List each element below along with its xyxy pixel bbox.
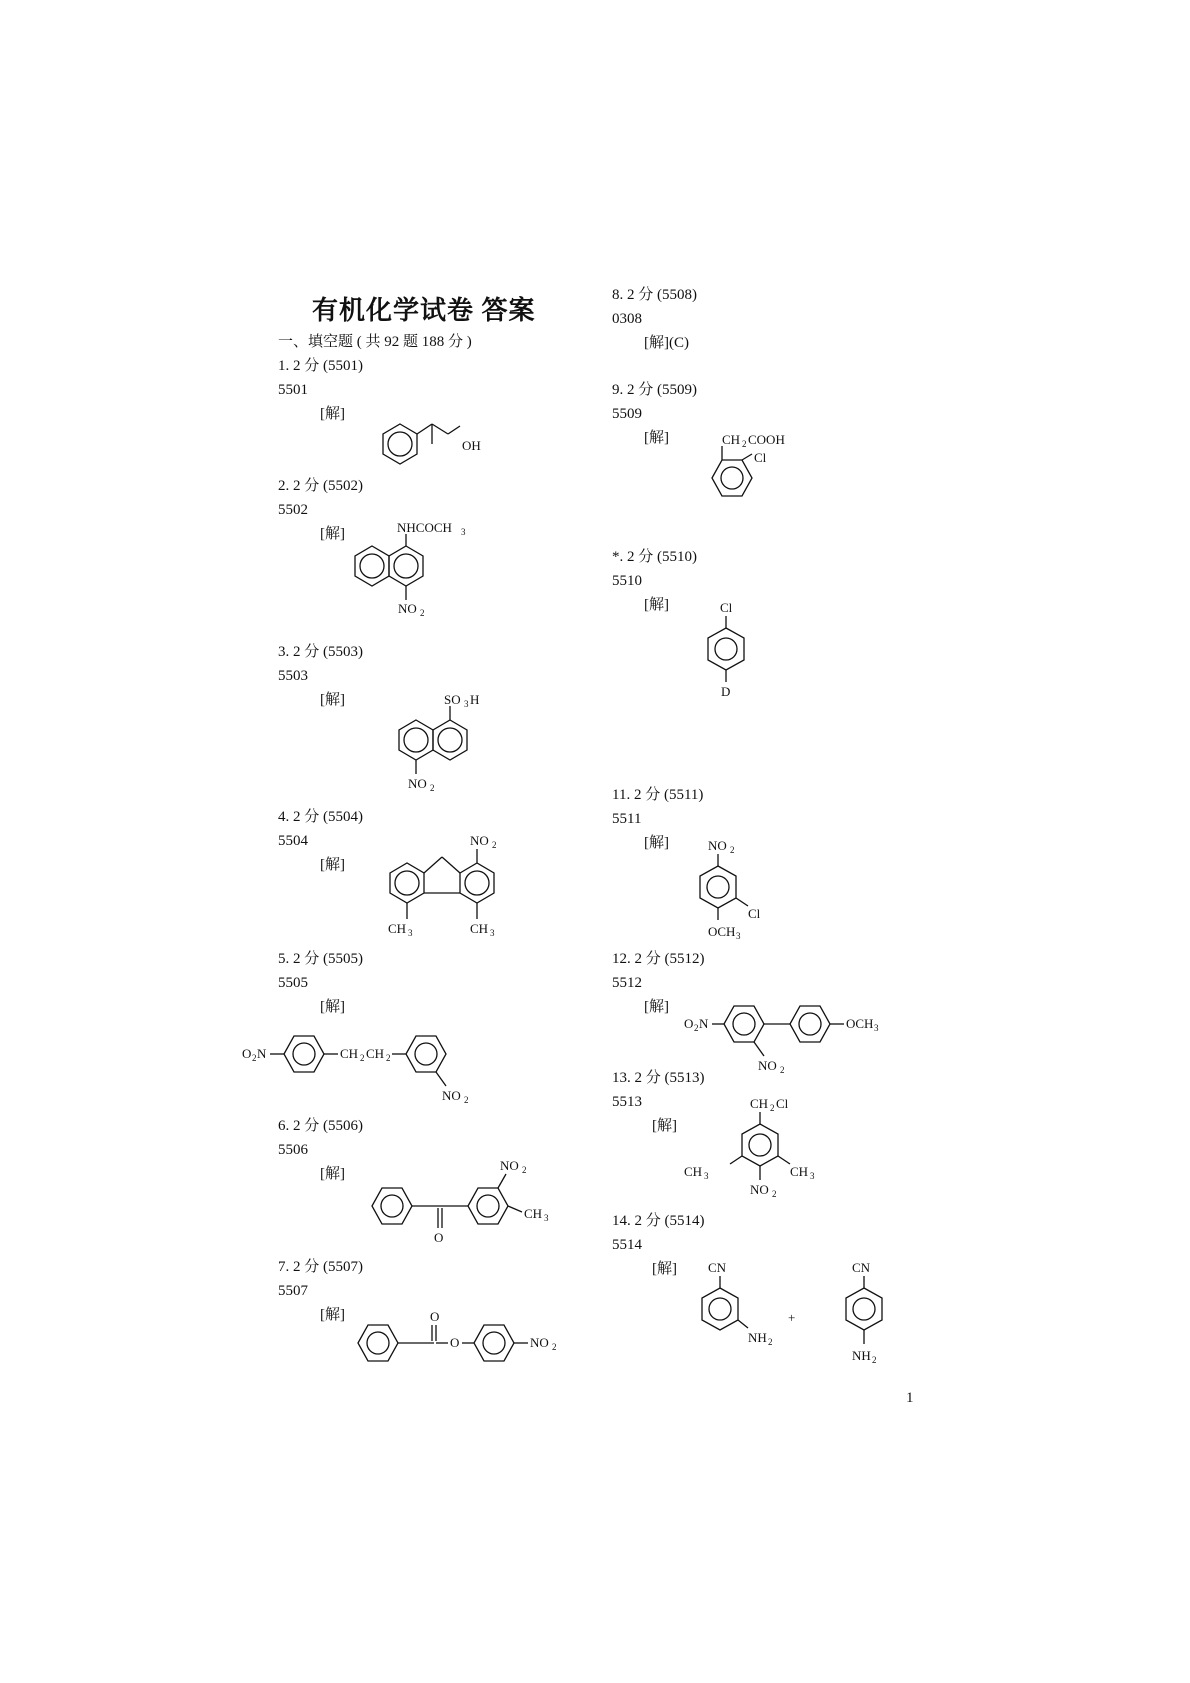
label-o: O (434, 1230, 444, 1245)
svg-text:3: 3 (704, 1171, 709, 1181)
question-6-code: 5506 (278, 1142, 308, 1158)
question-7-code: 5507 (278, 1283, 308, 1299)
question-3-answer-label: [解] (320, 692, 345, 708)
svg-text:2: 2 (872, 1355, 877, 1365)
question-10-code: 5510 (612, 573, 642, 589)
question-12-code: 5512 (612, 975, 642, 991)
svg-text:2: 2 (464, 1095, 469, 1105)
svg-text:3: 3 (810, 1171, 815, 1181)
structure-q1-2-phenylpropanol (360, 412, 520, 477)
label-o2n: O (684, 1016, 694, 1031)
label-no2: NO (500, 1158, 519, 1173)
label-plus: + (788, 1310, 796, 1325)
label-no2: NO (398, 601, 417, 616)
svg-text:N: N (257, 1046, 267, 1061)
label-o2n: O (242, 1046, 252, 1061)
page-title: 有机化学试卷 答案 (312, 296, 536, 325)
question-13-header: 13. 2 分 (5513) (612, 1070, 705, 1086)
svg-text:2: 2 (552, 1342, 557, 1352)
label-so3h: SO (444, 692, 461, 707)
label-cn: CN (708, 1260, 727, 1275)
question-11-answer-label: [解] (644, 835, 669, 851)
label-nh2: NH (748, 1330, 767, 1345)
question-1-header: 1. 2 分 (5501) (278, 358, 363, 374)
svg-text:2: 2 (772, 1189, 777, 1199)
svg-text:N: N (699, 1016, 709, 1031)
label-ch2ch2: CH (340, 1046, 359, 1061)
label-o: O (450, 1335, 460, 1350)
question-9-answer-label: [解] (644, 430, 669, 446)
label-ch3: CH (684, 1164, 703, 1179)
structure-q12-methoxy-dinitrobiphenyl (684, 990, 924, 1080)
structure-q11-chloro-nitroanisole (680, 836, 800, 956)
label-ch2cooh: CH (722, 432, 741, 447)
svg-text:2: 2 (730, 845, 735, 855)
question-5-code: 5505 (278, 975, 308, 991)
structure-q3-nitronaphthalenesulfonic-acid (370, 690, 520, 820)
svg-text:2: 2 (492, 840, 497, 850)
svg-text:3: 3 (490, 928, 495, 938)
label-nhcoch3: NHCOCH (397, 520, 452, 535)
label-cn: CN (852, 1260, 871, 1275)
question-8-header: 8. 2 分 (5508) (612, 287, 697, 303)
svg-text:2: 2 (420, 608, 425, 618)
question-6-answer-label: [解] (320, 1166, 345, 1182)
question-12-header: 12. 2 分 (5512) (612, 951, 705, 967)
label-och3: OCH (846, 1016, 874, 1031)
structure-q7-4-nitrophenyl-benzoate (356, 1305, 596, 1375)
structure-q2-nitronaphthyl-acetamide (330, 520, 490, 640)
question-2-header: 2. 2 分 (5502) (278, 478, 363, 494)
question-7-header: 7. 2 分 (5507) (278, 1259, 363, 1275)
svg-text:2: 2 (694, 1023, 699, 1033)
question-11-header: 11. 2 分 (5511) (612, 787, 704, 803)
svg-text:2: 2 (742, 439, 747, 449)
section-heading: 一、填空题 ( 共 92 题 188 分 ) (278, 334, 472, 350)
label-d: D (721, 684, 731, 699)
svg-text:3: 3 (461, 527, 466, 537)
question-4-code: 5504 (278, 833, 308, 849)
structure-q14-aminobenzonitriles (680, 1258, 900, 1388)
svg-text:3: 3 (736, 931, 741, 941)
structure-q9-chlorophenylacetic-acid (690, 428, 820, 528)
structure-q6-methyl-nitrobenzophenone (370, 1152, 570, 1262)
label-ch3: CH (790, 1164, 809, 1179)
label-cl: Cl (748, 906, 761, 921)
svg-text:2: 2 (780, 1065, 785, 1075)
structure-q5-dinitrobibenzyl (242, 1018, 512, 1108)
question-2-answer-label: [解] (320, 526, 345, 542)
structure-q10-chloro-deuterobenzene (690, 598, 770, 713)
label-no2: NO (408, 776, 427, 791)
label-ch3: CH (524, 1206, 543, 1221)
label-och3: OCH (708, 924, 736, 939)
svg-text:2: 2 (768, 1337, 773, 1347)
question-8-answer: [解](C) (644, 335, 689, 351)
page-number: 1 (906, 1390, 914, 1406)
question-4-header: 4. 2 分 (5504) (278, 809, 363, 825)
question-5-header: 5. 2 分 (5505) (278, 951, 363, 967)
label-no2: NO (750, 1182, 769, 1197)
svg-text:3: 3 (464, 699, 469, 709)
question-14-answer-label: [解] (652, 1261, 677, 1277)
label-nh2: NH (852, 1348, 871, 1363)
label-no2: NO (470, 833, 489, 848)
label-cl: Cl (720, 600, 733, 615)
svg-text:2: 2 (252, 1053, 257, 1063)
svg-text:2: 2 (360, 1053, 365, 1063)
svg-text:2: 2 (522, 1165, 527, 1175)
svg-text:H: H (470, 692, 480, 707)
label-oh: OH (462, 438, 481, 453)
question-5-answer-label: [解] (320, 999, 345, 1015)
question-2-code: 5502 (278, 502, 308, 518)
label-no2: NO (758, 1058, 777, 1073)
svg-text:2: 2 (770, 1103, 775, 1113)
svg-text:2: 2 (430, 783, 435, 793)
label-no2: NO (530, 1335, 549, 1350)
question-3-header: 3. 2 分 (5503) (278, 644, 363, 660)
question-12-answer-label: [解] (644, 999, 669, 1015)
question-14-header: 14. 2 分 (5514) (612, 1213, 705, 1229)
label-ch2cl: CH (750, 1096, 769, 1111)
question-4-answer-label: [解] (320, 857, 345, 873)
question-10-answer-label: [解] (644, 597, 669, 613)
label-o: O (430, 1309, 440, 1324)
svg-text:3: 3 (544, 1213, 549, 1223)
svg-text:Cl: Cl (776, 1096, 789, 1111)
question-9-code: 5509 (612, 406, 642, 422)
question-6-header: 6. 2 分 (5506) (278, 1118, 363, 1134)
question-9-header: 9. 2 分 (5509) (612, 382, 697, 398)
question-7-answer-label: [解] (320, 1307, 345, 1323)
question-14-code: 5514 (612, 1237, 642, 1253)
label-ch3: CH (388, 921, 407, 936)
label-no2: NO (442, 1088, 461, 1103)
question-10-header: *. 2 分 (5510) (612, 549, 697, 565)
question-1-answer-label: [解] (320, 406, 345, 422)
svg-text:3: 3 (874, 1023, 879, 1033)
structure-q13-dimethyl-nitrobenzyl-chloride (680, 1094, 840, 1219)
svg-text:CH: CH (366, 1046, 385, 1061)
svg-text:2: 2 (386, 1053, 391, 1063)
question-8-code: 0308 (612, 311, 642, 327)
question-13-code: 5513 (612, 1094, 642, 1110)
label-no2: NO (708, 838, 727, 853)
question-11-code: 5511 (612, 811, 642, 827)
question-3-code: 5503 (278, 668, 308, 684)
label-cl: Cl (754, 450, 767, 465)
question-13-answer-label: [解] (652, 1118, 677, 1134)
question-1-code: 5501 (278, 382, 308, 398)
label-ch3: CH (470, 921, 489, 936)
svg-text:3: 3 (408, 928, 413, 938)
svg-text:COOH: COOH (748, 432, 785, 447)
structure-q4-dimethylnitrofluorene (360, 833, 540, 948)
